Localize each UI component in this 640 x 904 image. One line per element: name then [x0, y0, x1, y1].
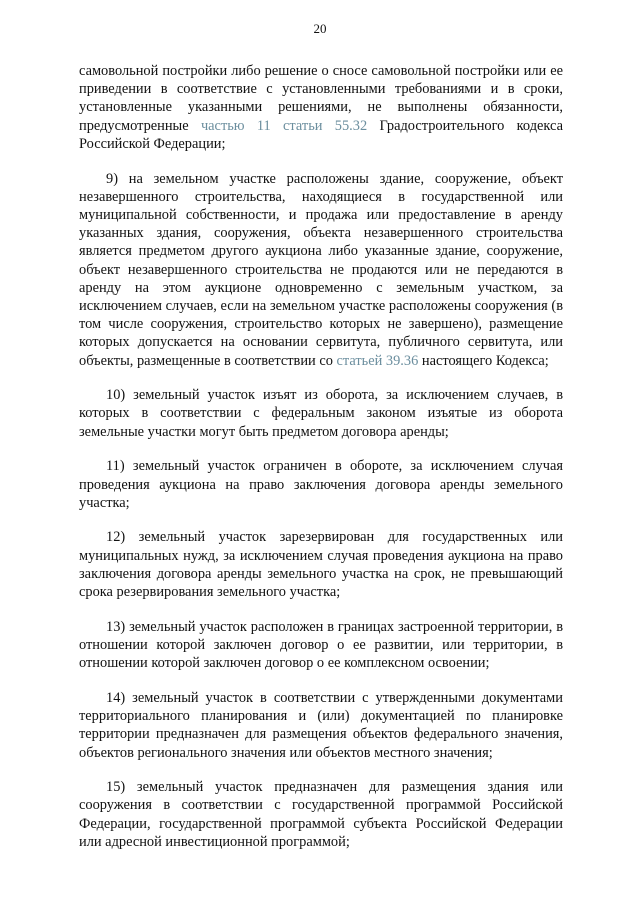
paragraph-text: 15) земельный участок предназначен для размещения здания или сооружения в соответствии с государственной программой Российской Федерации, государственной программой субъекта Российской Федерации или адресной инвестиционной программой; — [79, 779, 563, 850]
paragraph-text: 11) земельный участок ограничен в обороте, за исключением случая проведения аукциона на право заключения договора аренды земельного участка; — [79, 458, 563, 511]
document-body — [79, 62, 563, 851]
paragraph-item-15 — [79, 778, 563, 851]
page-number: 20 — [313, 21, 327, 36]
paragraph-gap — [79, 441, 563, 458]
paragraph-text: 9) на земельном участке расположены здание, сооружение, объект незавершенного строительства, находящиеся в государственной или муниципальной собственности, и продажа или предоставление в аренду указанных здания, сооружения, объекта незавершенного строительства является предметом другого аукциона либо указанные здание, сооружение, объект незавершенного строительства не продаются или не передаются в аренду на этом аукционе одновременно с земельным участком, за исключением случаев, если на земельном участке расположены сооружения (в том числе сооружения, строительство которых не завершено), размещение которых допускается на основании сервитута, публичного сервитута, или объекты, размещенные в соответствии со — [79, 170, 563, 369]
paragraph-gap — [79, 762, 563, 779]
paragraph-gap — [79, 672, 563, 689]
paragraph-item-11 — [79, 457, 563, 512]
paragraph-text: 10) земельный участок изъят из оборота, за исключением случаев, в которых в соответствии с федеральным законом изъятые из оборота земельные участки могут быть предметом договора аренды; — [79, 387, 563, 440]
paragraph-gap — [79, 153, 563, 170]
paragraph-text: настоящего Кодекса; — [418, 352, 549, 369]
paragraph-gap — [79, 601, 563, 618]
paragraph-item-14 — [79, 689, 563, 762]
paragraph-text: 13) земельный участок расположен в границах застроенной территории, в отношении которой заключен договор о ее развитии, или территории, в отношении которой заключен договор о ее комплексном освоении; — [79, 618, 563, 672]
paragraph-text: самовольной постройки либо решение о сносе самовольной постройки или ее приведении в соответствие с установленными требованиями и в сроки, установленные указанными решениями, не выполнены обязанности, предусмотренные — [79, 63, 563, 134]
paragraph-continuation — [79, 62, 563, 153]
law-reference-link[interactable]: частью 11 статьи 55.32 — [200, 117, 368, 134]
paragraph-item-13 — [79, 618, 563, 673]
paragraph-text: 14) земельный участок в соответствии с утвержденными документами территориального планирования и (или) документацией по планировке территории предназначен для размещения объектов федерального значения, объектов регионального значения или объектов местного значения; — [79, 689, 563, 761]
paragraph-text: Градостроительного кодекса Российской Федерации; — [79, 117, 563, 152]
paragraph-item-9 — [79, 170, 563, 370]
paragraph-gap — [79, 512, 563, 529]
paragraph-gap — [79, 370, 563, 387]
paragraph-text: 12) земельный участок зарезервирован для государственных или муниципальных нужд, за исключением случая проведения аукциона на право заключения договора аренды земельного участка на срок, не превышающий срока резервирования земельного участка; — [79, 529, 563, 601]
law-reference-link[interactable]: статьей 39.36 — [336, 352, 419, 369]
paragraph-item-10 — [79, 386, 563, 441]
paragraph-item-12 — [79, 528, 563, 601]
